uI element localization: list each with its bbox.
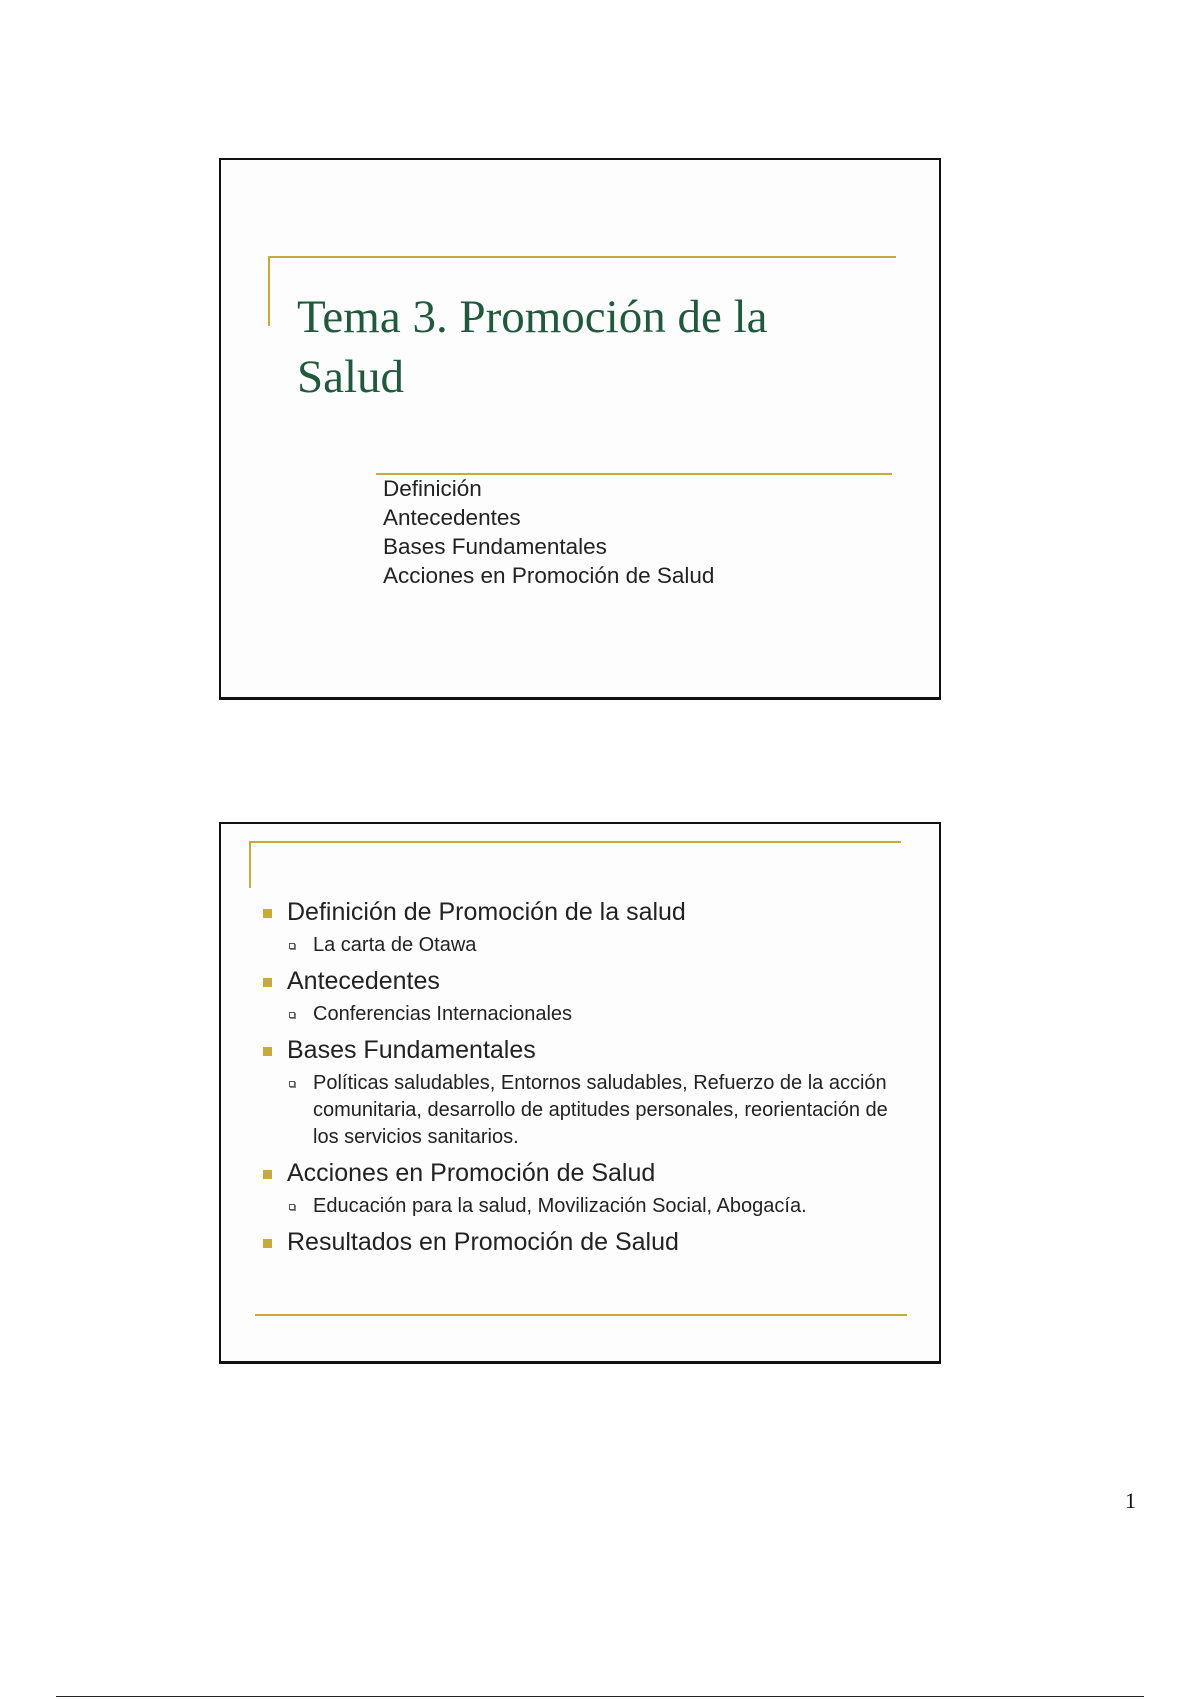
outline-item-label: Acciones en Promoción de Salud <box>287 1159 656 1187</box>
sub-list <box>287 1193 901 1220</box>
slide-1 <box>219 158 941 700</box>
hollow-square-bullet-icon <box>289 1204 295 1210</box>
slide-2 <box>219 822 941 1364</box>
footer-rule <box>56 1696 1144 1697</box>
title-accent-line <box>268 256 896 258</box>
subtitle-item: Definición <box>383 476 482 501</box>
header-accent-bracket <box>249 841 251 888</box>
sub-item-label: Educación para la salud, Movilización Social, Abogacía. <box>313 1195 807 1217</box>
sub-item <box>313 1001 901 1028</box>
sub-item-label: Conferencias Internacionales <box>313 1003 573 1025</box>
subtitle-list <box>383 474 714 590</box>
sub-item-label: La carta de Otawa <box>313 934 477 956</box>
outline-item <box>261 1157 901 1220</box>
outline-item-label: Bases Fundamentales <box>287 1036 536 1064</box>
slide-title: Tema 3. Promoción de la Salud <box>297 291 768 403</box>
title-accent-bracket <box>268 256 270 326</box>
header-accent-line <box>249 841 901 843</box>
filled-square-bullet-icon <box>263 909 272 918</box>
page-number: 1 <box>1125 1488 1136 1513</box>
sub-list <box>287 1001 901 1028</box>
outline-list <box>261 896 901 1262</box>
sub-item <box>313 932 901 959</box>
footer-accent-line <box>255 1314 907 1316</box>
sub-list <box>287 1070 901 1151</box>
sub-item <box>313 1193 901 1220</box>
sub-list <box>287 932 901 959</box>
outline-item <box>261 896 901 959</box>
filled-square-bullet-icon <box>263 1239 272 1248</box>
subtitle-item: Bases Fundamentales <box>383 534 607 559</box>
outline-item-label: Antecedentes <box>287 967 440 995</box>
outline-item-label: Resultados en Promoción de Salud <box>287 1228 679 1256</box>
outline-item-label: Definición de Promoción de la salud <box>287 898 686 926</box>
sub-item <box>313 1070 901 1151</box>
subtitle-item: Antecedentes <box>383 505 521 530</box>
hollow-square-bullet-icon <box>289 1012 295 1018</box>
filled-square-bullet-icon <box>263 978 272 987</box>
hollow-square-bullet-icon <box>289 943 295 949</box>
sub-item-label: Políticas saludables, Entornos saludables, Refuerzo de la acción comunitaria, desarrollo de aptitudes personales, reorientación de los servicios sanitarios. <box>313 1072 888 1148</box>
filled-square-bullet-icon <box>263 1047 272 1056</box>
outline-item <box>261 965 901 1028</box>
hollow-square-bullet-icon <box>289 1081 295 1087</box>
outline-item <box>261 1226 901 1258</box>
filled-square-bullet-icon <box>263 1170 272 1179</box>
subtitle-item: Acciones en Promoción de Salud <box>383 563 715 588</box>
outline-item <box>261 1034 901 1151</box>
